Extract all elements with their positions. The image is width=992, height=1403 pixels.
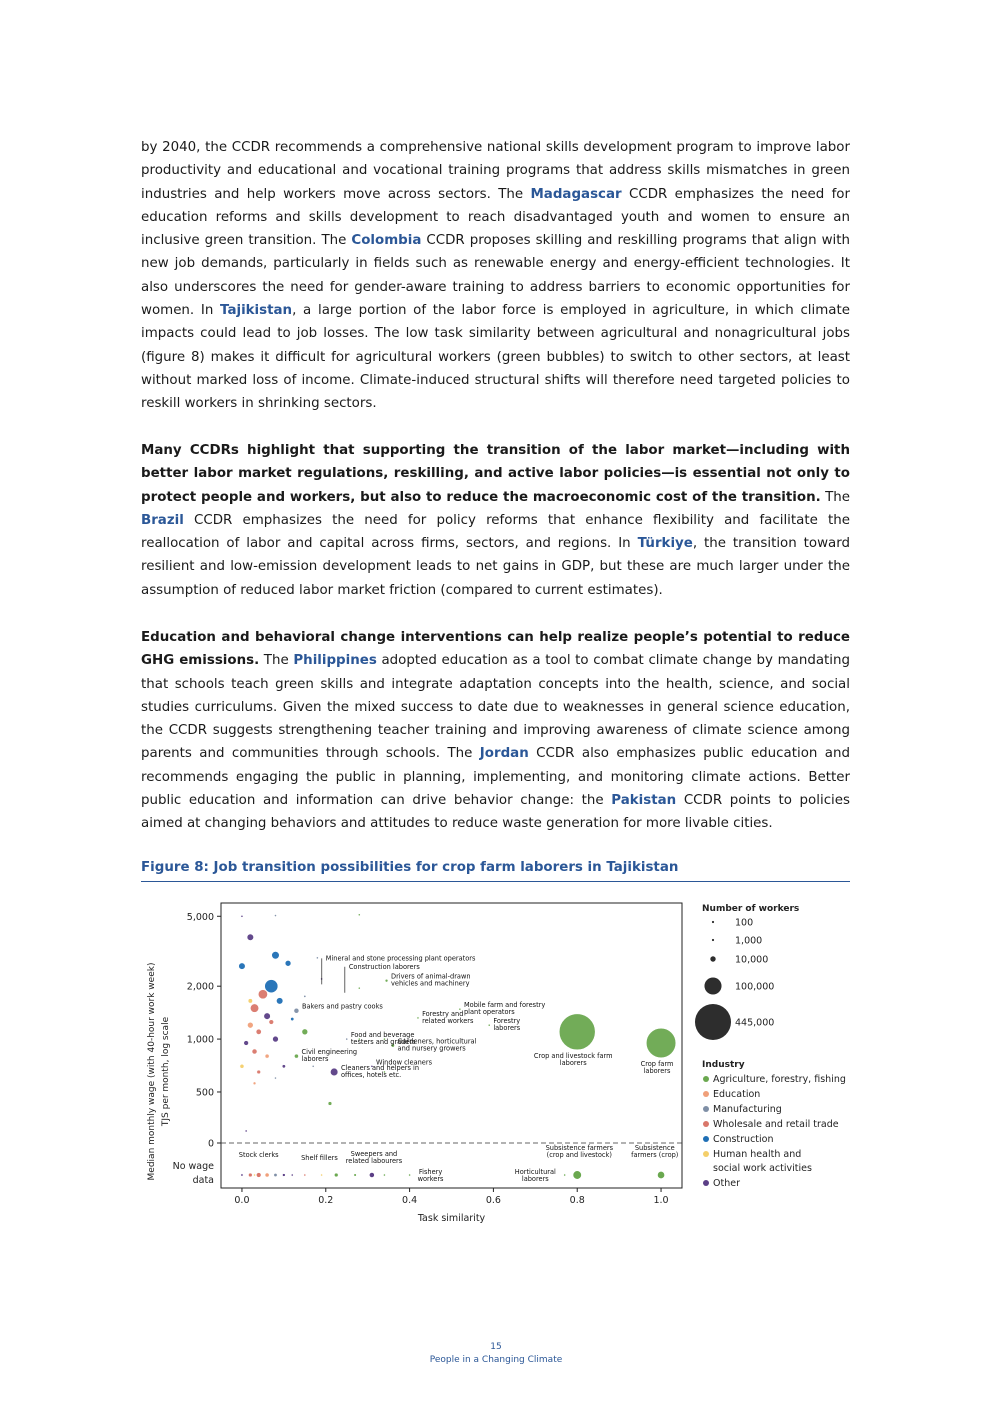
size-legend-bubble bbox=[704, 977, 721, 994]
no-wage-point-label-line2: workers bbox=[417, 1175, 444, 1183]
industry-legend-label: Education bbox=[713, 1089, 761, 1100]
bubble-point bbox=[417, 1017, 419, 1019]
size-legend-label: 10,000 bbox=[735, 954, 769, 966]
figure-title: Figure 8: Job transition possibilities for crop farm laborers in Tajikistan bbox=[141, 860, 850, 882]
point-label-line2: laborers bbox=[493, 1024, 521, 1033]
no-wage-label-line2: data bbox=[192, 1175, 214, 1186]
bubble-point bbox=[646, 1028, 676, 1058]
bubble-point bbox=[274, 1077, 276, 1079]
industry-legend-label: Wholesale and retail trade bbox=[713, 1119, 839, 1130]
bubble-point bbox=[273, 1036, 279, 1042]
country-link-madagascar: Madagascar bbox=[530, 186, 622, 202]
size-legend-title: Number of workers bbox=[702, 904, 800, 914]
bubble-point bbox=[265, 980, 278, 993]
industry-legend-title: Industry bbox=[702, 1060, 745, 1070]
no-wage-point-label-line2: farmers (crop) bbox=[631, 1151, 679, 1159]
point-label-line2: and nursery growers bbox=[397, 1044, 466, 1053]
y-tick-label: 500 bbox=[195, 1087, 214, 1099]
industry-legend-label: Manufacturing bbox=[713, 1104, 782, 1115]
bubble-point bbox=[302, 1029, 308, 1035]
bubble-point bbox=[240, 1064, 244, 1068]
x-axis-label: Task similarity bbox=[417, 1213, 486, 1224]
bubble-point bbox=[257, 1070, 261, 1074]
point-label: Food and beverage bbox=[350, 1031, 415, 1040]
no-wage-point-label-line2: laborers bbox=[521, 1175, 549, 1183]
y-tick-label: 0 bbox=[207, 1138, 214, 1150]
industry-legend-swatch bbox=[703, 1180, 709, 1186]
no-wage-bubble bbox=[320, 1174, 322, 1176]
paragraph-1: by 2040, the CCDR recommends a comprehensive national skills development program to improve labor productivity and educational and vocational training programs that address skills mismatches in green industries and help workers move across sectors. The Madagascar CCDR emphasizes the need for education reforms and skills development to reach disadvantaged youth and women to ensure an inclusive green transition. The Colombia CCDR proposes skilling and reskilling programs that align with new job demands, particularly in fields such as renewable energy and energy-efficient technologies. It also underscores the need for gender-aware training to address barriers to economic opportunities for women. In Tajikistan, a large portion of the labor force is employed in agriculture, in which climate impacts could lead to job losses. The low task similarity between agricultural and nonagricultural jobs (figure 8) makes it difficult for agricultural workers (green bubbles) to switch to other sectors, at least without marked loss of income. Climate-induced structural shifts will therefore need targeted policies to reskill workers in shrinking sectors. bbox=[141, 140, 850, 412]
bubble-point bbox=[316, 957, 318, 959]
industry-legend-swatch bbox=[703, 1151, 709, 1157]
no-wage-label: No wage bbox=[172, 1161, 214, 1172]
no-wage-bubble bbox=[282, 1174, 285, 1177]
point-label-line2: plant operators bbox=[463, 1008, 515, 1017]
country-link-brazil: Brazil bbox=[141, 512, 184, 528]
industry-legend-swatch bbox=[703, 1121, 709, 1127]
no-wage-bubble bbox=[408, 1174, 410, 1176]
bubble-point bbox=[252, 1049, 257, 1054]
no-wage-point-label: Stock clerks bbox=[238, 1151, 279, 1159]
bubble-point bbox=[488, 1024, 490, 1026]
size-legend-bubble bbox=[695, 1004, 731, 1040]
no-wage-bubble bbox=[657, 1171, 664, 1178]
no-wage-point-label: Sweepers and bbox=[350, 1150, 398, 1158]
industry-legend-label: Construction bbox=[713, 1134, 774, 1145]
bubble-point bbox=[245, 1130, 247, 1132]
point-label-line2: vehicles and machinery bbox=[391, 979, 470, 988]
bubble-point bbox=[274, 914, 276, 916]
size-legend-label: 100 bbox=[735, 917, 754, 929]
industry-legend-label-line2: social work activities bbox=[713, 1163, 812, 1174]
point-label: Window cleaners bbox=[375, 1058, 433, 1067]
no-wage-bubble bbox=[383, 1174, 385, 1176]
bubble-point bbox=[291, 1017, 294, 1020]
industry-legend-swatch bbox=[703, 1106, 709, 1112]
bubble-chart bbox=[141, 895, 851, 1235]
country-link-colombia: Colombia bbox=[351, 233, 422, 249]
country-link-turkiye: Türkiye bbox=[637, 536, 693, 552]
bubble-point bbox=[248, 999, 253, 1004]
no-wage-point-label: Fishery bbox=[418, 1168, 443, 1176]
size-legend-bubble bbox=[710, 956, 715, 961]
no-wage-bubble bbox=[291, 1174, 293, 1176]
bubble-point bbox=[265, 1054, 269, 1058]
bubble-point bbox=[285, 960, 291, 966]
point-label: Mobile farm and forestry bbox=[463, 1001, 546, 1010]
y-tick-label: 5,000 bbox=[186, 911, 214, 923]
bubble-point bbox=[559, 1014, 595, 1050]
y-axis-label: Median monthly wage (with 40-hour work week) bbox=[147, 962, 157, 1181]
point-label: Forestry bbox=[493, 1017, 521, 1026]
no-wage-point-label: Subsistence farmers bbox=[545, 1144, 614, 1152]
industry-legend-label: Other bbox=[713, 1178, 740, 1189]
bubble-point bbox=[294, 1054, 298, 1058]
point-label: Gardeners, horticultural bbox=[397, 1037, 477, 1046]
paragraph-2-lead: Many CCDRs highlight that supporting the transition of the labor market—including with better labor market regulations, reskilling, and active labor policies—is essential not only to protect people and workers, but also to reduce the macroeconomic cost of the transition. bbox=[141, 443, 850, 505]
point-label: Civil engineering bbox=[301, 1048, 358, 1057]
bubble-point bbox=[269, 1020, 274, 1025]
bubble-point bbox=[239, 963, 246, 970]
no-wage-bubble bbox=[241, 1174, 243, 1176]
bubble-point bbox=[256, 1029, 261, 1034]
point-label: Bakers and pastry cooks bbox=[301, 1002, 383, 1011]
industry-legend-swatch bbox=[703, 1091, 709, 1097]
no-wage-bubble bbox=[304, 1174, 306, 1176]
country-link-philippines: Philippines bbox=[293, 653, 377, 669]
no-wage-point-label: Subsistence bbox=[634, 1144, 675, 1152]
bubble-point bbox=[253, 1082, 256, 1085]
footer-title: People in a Changing Climate bbox=[429, 1355, 563, 1365]
bubble-point bbox=[282, 1065, 285, 1068]
no-wage-bubble bbox=[265, 1173, 269, 1177]
y-axis-label-line2: TJS per month, log scale bbox=[161, 1016, 171, 1127]
bubble-point bbox=[264, 1013, 271, 1020]
bubble-point bbox=[250, 1004, 259, 1013]
x-tick-label: 0.0 bbox=[234, 1195, 250, 1206]
bubble-point bbox=[247, 1022, 253, 1028]
x-tick-label: 1.0 bbox=[653, 1195, 669, 1206]
industry-legend-swatch bbox=[703, 1136, 709, 1142]
annotation-label: Mineral and stone processing plant operators bbox=[325, 954, 476, 963]
bubble-point bbox=[272, 951, 280, 959]
point-label-line2: related workers bbox=[422, 1016, 474, 1025]
bubble-point bbox=[385, 979, 388, 982]
bubble-point bbox=[358, 987, 360, 989]
point-label: Drivers of animal-drawn bbox=[391, 972, 471, 981]
paragraph-3-lead: Education and behavioral change interventions can help realize people’s potential to reduce GHG emissions. bbox=[141, 630, 850, 669]
point-label-line2: laborers bbox=[559, 1058, 587, 1067]
no-wage-bubble bbox=[274, 1173, 277, 1176]
point-label-line2: offices, hotels etc. bbox=[340, 1070, 402, 1079]
size-legend-bubble bbox=[712, 939, 714, 941]
no-wage-point-label: Horticultural bbox=[514, 1168, 556, 1176]
bubble-point bbox=[294, 1008, 299, 1013]
x-tick-label: 0.8 bbox=[569, 1195, 585, 1206]
size-legend-label: 445,000 bbox=[735, 1017, 775, 1029]
no-wage-point-label-line2: related labourers bbox=[345, 1157, 403, 1165]
size-legend-bubble bbox=[712, 921, 714, 923]
point-label: Crop farm bbox=[640, 1059, 674, 1068]
no-wage-bubble bbox=[354, 1174, 357, 1177]
x-tick-label: 0.4 bbox=[402, 1195, 418, 1206]
country-link-jordan: Jordan bbox=[479, 746, 529, 762]
no-wage-bubble bbox=[334, 1173, 338, 1177]
bubble-point bbox=[241, 915, 243, 917]
no-wage-bubble bbox=[256, 1173, 261, 1178]
bubble-point bbox=[328, 1102, 332, 1106]
bubble-point bbox=[358, 914, 360, 916]
country-link-pakistan: Pakistan bbox=[611, 793, 677, 809]
bubble-point bbox=[312, 1065, 314, 1067]
bubble-point bbox=[304, 995, 306, 997]
paragraph-3: Education and behavioral change interventions can help realize people’s potential to reduce GHG emissions. The Philippines adopted education as a tool to combat climate change by mandating that schools teach green skills and integrate adaptation concepts into the health, science, and social studies curriculums. Given the mixed success to date due to weaknesses in general science education, the CCDR suggests strengthening teacher training and improving awareness of climate science among parents and communities through schools. The Jordan CCDR also emphasizes public education and recommends engaging the public in planning, implementing, and monitoring climate actions. Better public education and information can drive behavior change: the Pakistan CCDR points to policies aimed at changing behaviors and attitudes to reduce waste generation for more livable cities. bbox=[141, 630, 850, 832]
point-label-line2: laborers bbox=[301, 1055, 329, 1064]
x-tick-label: 0.2 bbox=[318, 1195, 334, 1206]
no-wage-bubble bbox=[564, 1174, 566, 1176]
size-legend-label: 1,000 bbox=[735, 935, 763, 947]
x-tick-label: 0.6 bbox=[485, 1195, 501, 1206]
no-wage-bubble bbox=[248, 1173, 252, 1177]
point-label: Crop and livestock farm bbox=[533, 1051, 613, 1060]
point-label-line2: laborers bbox=[643, 1066, 671, 1075]
no-wage-bubble bbox=[369, 1172, 374, 1177]
industry-legend-label: Human health and bbox=[713, 1149, 802, 1160]
industry-legend-swatch bbox=[703, 1076, 709, 1082]
industry-legend-label: Agriculture, forestry, fishing bbox=[713, 1074, 846, 1085]
point-label: Forestry and bbox=[422, 1009, 464, 1018]
bubble-point bbox=[247, 934, 254, 941]
bubble-point bbox=[244, 1041, 249, 1046]
size-legend-label: 100,000 bbox=[735, 981, 775, 993]
bubble-point bbox=[276, 998, 283, 1005]
country-link-tajikistan: Tajikistan bbox=[220, 303, 293, 319]
bubble-point bbox=[330, 1068, 338, 1076]
no-wage-point-label-line2: (crop and livestock) bbox=[546, 1151, 612, 1159]
no-wage-bubble bbox=[253, 1174, 255, 1176]
no-wage-point-label: Shelf fillers bbox=[301, 1154, 338, 1162]
bubble-point bbox=[258, 990, 267, 999]
annotation-label: Construction laborers bbox=[348, 962, 420, 971]
y-tick-label: 1,000 bbox=[186, 1034, 214, 1046]
paragraph-2: Many CCDRs highlight that supporting the transition of the labor market—including with better labor market regulations, reskilling, and active labor policies—is essential not only to protect people and workers, but also to reduce the macroeconomic cost of the transition. The Brazil CCDR emphasizes the need for policy reforms that enhance flexibility and facilitate the reallocation of labor and capital across firms, sectors, and regions. In Türkiye, the transition toward resilient and low-emission development leads to net gains in GDP, but these are much larger under the assumption of reduced labor market friction (compared to current estimates). bbox=[141, 443, 850, 598]
page-number: 15 bbox=[490, 1342, 502, 1352]
point-label-line2: testers and graders bbox=[350, 1038, 416, 1047]
bubble-point bbox=[346, 1038, 348, 1040]
no-wage-bubble bbox=[573, 1171, 582, 1180]
y-tick-label: 2,000 bbox=[186, 981, 214, 993]
point-label: Cleaners and helpers in bbox=[340, 1063, 420, 1072]
